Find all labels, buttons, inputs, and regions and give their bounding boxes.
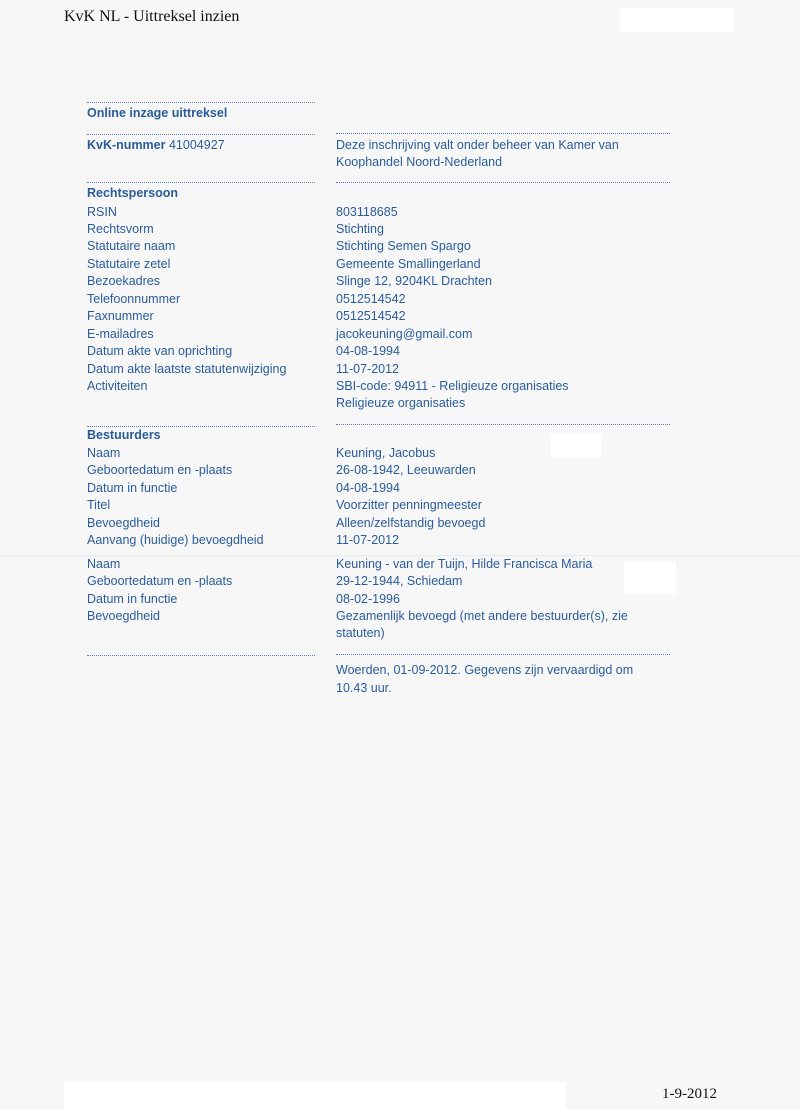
divider: [336, 182, 670, 183]
divider: [336, 424, 670, 425]
field-label: Aanvang (huidige) bevoegdheid: [87, 533, 264, 547]
field-value: 08-02-1996: [336, 592, 400, 606]
field-value: Stichting: [336, 222, 384, 236]
section-heading-bestuurders: Bestuurders: [87, 428, 161, 442]
field-label: Bezoekadres: [87, 274, 160, 288]
redaction-box: [620, 8, 734, 32]
field-label: Rechtsvorm: [87, 222, 154, 236]
divider: [336, 654, 670, 655]
field-label: Statutaire zetel: [87, 257, 171, 271]
document-title: Online inzage uittreksel: [87, 106, 228, 120]
divider: [87, 134, 315, 135]
redaction-box: [624, 562, 676, 594]
redaction-box: [64, 1082, 566, 1109]
field-label: E-mailadres: [87, 327, 154, 341]
field-value: Gezamenlijk bevoegd (met andere bestuurder(s), zie: [336, 609, 628, 623]
field-value-continued: Religieuze organisaties: [336, 396, 466, 410]
field-label: Activiteiten: [87, 379, 148, 393]
field-label: Bevoegdheid: [87, 516, 160, 530]
field-value: Stichting Semen Spargo: [336, 239, 471, 253]
divider: [87, 182, 315, 183]
field-value: 04-08-1994: [336, 481, 400, 495]
print-footer-date: 1-9-2012: [662, 1086, 717, 1102]
divider: [87, 655, 315, 656]
field-label: Datum in functie: [87, 481, 178, 495]
print-header-title: KvK NL - Uittreksel inzien: [64, 8, 240, 25]
field-value: 11-07-2012: [336, 362, 400, 376]
divider: [87, 102, 315, 103]
field-value-continued: statuten): [336, 626, 385, 640]
section-heading-rechtspersoon: Rechtspersoon: [87, 186, 178, 200]
field-label: Faxnummer: [87, 309, 154, 323]
field-value: Alleen/zelfstandig bevoegd: [336, 516, 486, 530]
field-value: 26-08-1942, Leeuwarden: [336, 463, 476, 477]
field-label: RSIN: [87, 205, 117, 219]
field-label: Statutaire naam: [87, 239, 176, 253]
field-label: Geboortedatum en -plaats: [87, 463, 233, 477]
kvk-number: 41004927: [168, 138, 225, 152]
field-value: Slinge 12, 9204KL Drachten: [336, 274, 492, 288]
field-label: Titel: [87, 498, 111, 512]
footer-note-line-2: 10.43 uur.: [336, 681, 392, 695]
field-label: Datum in functie: [87, 592, 178, 606]
field-value: 0512514542: [336, 309, 406, 323]
field-label: Telefoonnummer: [87, 292, 181, 306]
field-value: Gemeente Smallingerland: [336, 257, 481, 271]
field-value: 803118685: [336, 205, 398, 219]
chamber-note-line-2: Koophandel Noord-Nederland: [336, 155, 503, 169]
redaction-box: [551, 434, 601, 458]
field-label: Naam: [87, 446, 121, 460]
divider: [87, 426, 315, 427]
field-label: Datum akte laatste statutenwijziging: [87, 362, 287, 376]
chamber-note-line-1: Deze inschrijving valt onder beheer van Kamer van: [336, 138, 619, 152]
kvk-number-line: [87, 137, 225, 155]
kvk-label: KvK-nummer: [87, 138, 166, 152]
field-value: Keuning, Jacobus: [336, 446, 436, 460]
field-value: Voorzitter penningmeester: [336, 498, 482, 512]
footer-note-line-1: Woerden, 01-09-2012. Gegevens zijn vervaardigd om: [336, 663, 634, 677]
divider: [336, 133, 670, 134]
field-value: 04-08-1994: [336, 344, 400, 358]
field-value: jacokeuning@gmail.com: [336, 327, 473, 341]
field-label: Datum akte van oprichting: [87, 344, 233, 358]
field-value: SBI-code: 94911 - Religieuze organisaties: [336, 379, 569, 393]
field-label: Naam: [87, 557, 121, 571]
field-label: Geboortedatum en -plaats: [87, 574, 233, 588]
field-label: Bevoegdheid: [87, 609, 160, 623]
field-value: 11-07-2012: [336, 533, 400, 547]
field-value: 0512514542: [336, 292, 406, 306]
field-value: Keuning - van der Tuijn, Hilde Francisca Maria: [336, 557, 593, 571]
field-value: 29-12-1944, Schiedam: [336, 574, 463, 588]
